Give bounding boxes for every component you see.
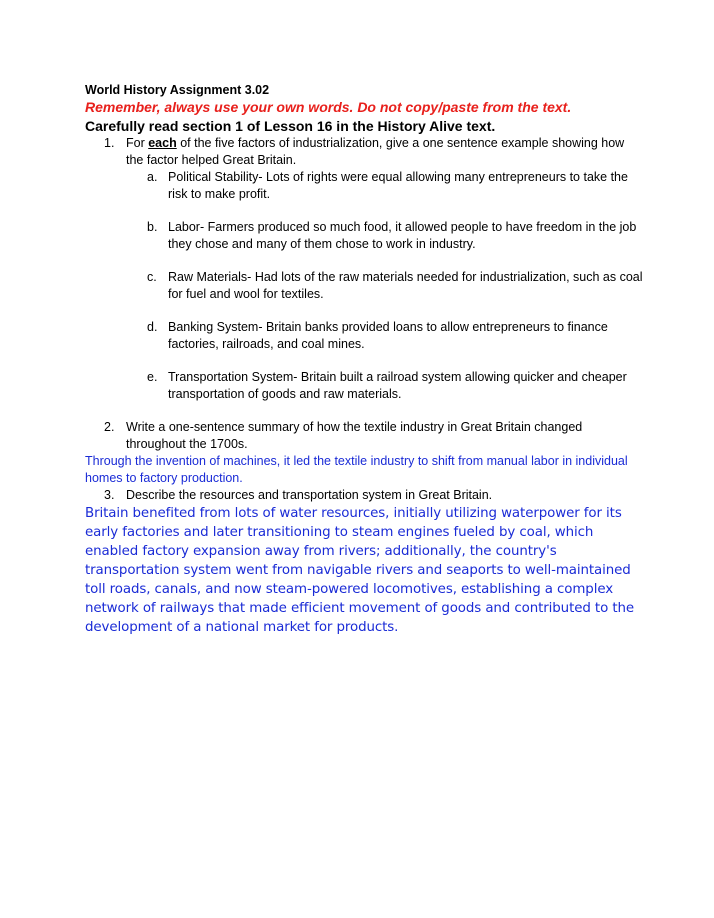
question-1-emphasis: each xyxy=(148,136,177,150)
factor-letter: b. xyxy=(147,220,158,234)
question-1-number: 1. xyxy=(104,136,115,150)
question-3-number: 3. xyxy=(104,488,115,502)
question-3-answer: Britain benefited from lots of water resources, initially utilizing waterpower for its early factories and later transitioning to steam engines fueled by coal, which enabled factory expansion away from rivers; additionally, the country's transportation system went from navigable rivers and seaports to well-maintained toll roads, canals, and now steam-powered locomotives, establishing a complex network of railways that made efficient movement of goods and contributed to the development of a national market for products. xyxy=(85,506,634,635)
factor-text: Banking System- Britain banks provided loans to allow entrepreneurs to finance factories, railroads, and coal mines. xyxy=(168,320,608,351)
factor-item xyxy=(85,369,645,403)
question-1-text: of the five factors of industrialization, give a one sentence example showing how the factor helped Great Britain. xyxy=(126,136,625,167)
document-page xyxy=(85,82,645,637)
assignment-title: World History Assignment 3.02 xyxy=(85,83,270,97)
question-2-answer: Through the invention of machines, it led the textile industry to shift from manual labor in individual homes to factory production. xyxy=(85,454,628,485)
factor-letter: a. xyxy=(147,170,158,184)
question-1-prefix: For xyxy=(126,136,145,150)
question-2 xyxy=(85,419,645,453)
factor-text: Political Stability- Lots of rights were equal allowing many entrepreneurs to take the risk to make profit. xyxy=(168,170,628,201)
factor-letter: d. xyxy=(147,320,158,334)
instruction-text: Carefully read section 1 of Lesson 16 in the History Alive text. xyxy=(85,118,496,134)
question-2-text: Write a one-sentence summary of how the textile industry in Great Britain changed throughout the 1700s. xyxy=(126,420,583,451)
question-2-number: 2. xyxy=(104,420,115,434)
reminder-text: Remember, always use your own words. Do not copy/paste from the text. xyxy=(85,99,572,115)
question-3 xyxy=(85,487,645,504)
question-1 xyxy=(85,135,645,169)
factor-text: Transportation System- Britain built a railroad system allowing quicker and cheaper transportation of goods and raw materials. xyxy=(168,370,627,401)
factor-item xyxy=(85,219,645,253)
factor-letter: c. xyxy=(147,270,157,284)
question-3-text: Describe the resources and transportation system in Great Britain. xyxy=(126,488,493,502)
factor-item xyxy=(85,169,645,203)
factor-letter: e. xyxy=(147,370,158,384)
factor-item xyxy=(85,269,645,303)
factor-text: Raw Materials- Had lots of the raw materials needed for industrialization, such as coal for fuel and wool for textiles. xyxy=(168,270,643,301)
factor-item xyxy=(85,319,645,353)
factor-text: Labor- Farmers produced so much food, it allowed people to have freedom in the job they chose and many of them chose to work in industry. xyxy=(168,220,637,251)
